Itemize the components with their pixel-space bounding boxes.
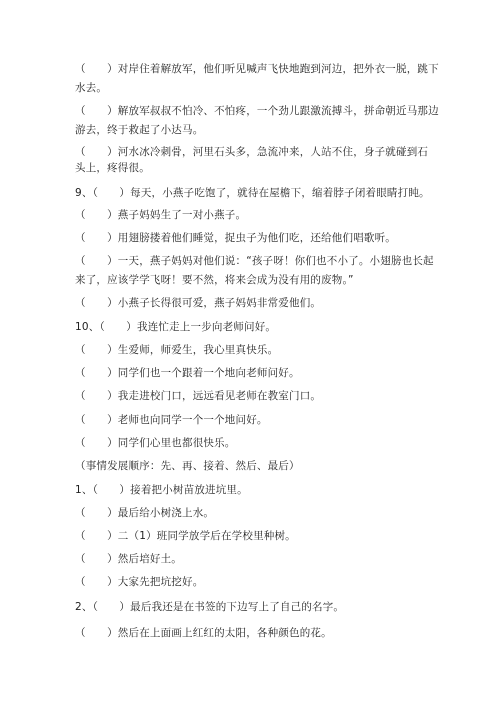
text-line: （ ）对岸住着解放军，他们听见喊声飞快地跑到河边，把外衣一脱，跳下: [75, 63, 439, 75]
text-line: （ ）老师也向同学一个一个地问好。: [75, 414, 268, 426]
text-line: 水去。: [75, 82, 108, 94]
text-line: 9、（ ）每天，小燕子吃饱了，就待在屋檐下，缩着脖子闭着眼睛打盹。: [75, 187, 430, 199]
text-line: （ ）生爱师，师爱生，我心里真快乐。: [75, 344, 279, 356]
text-line: 1、（ ）接着把小树苗放进坑里。: [75, 484, 248, 496]
text-line: （ ）燕子妈妈生了一对小燕子。: [75, 209, 247, 221]
text-line: （ ）小燕子长得很可爱，燕子妈妈非常爱他们。: [75, 297, 322, 309]
text-line: 游去，终于救起了小达马。: [75, 124, 204, 136]
text-line: （ ）然后在上面画上红红的太阳，各种颜色的花。: [75, 627, 332, 639]
text-line: （ ）同学们心里也都很快乐。: [75, 437, 236, 449]
text-line: 来了，应该学学飞呀！要不然，将来会成为没有用的废物。”: [75, 274, 354, 286]
text-line: （ ）最后给小树浇上水。: [75, 507, 215, 519]
text-line: （事情发展顺序：先、再、接着、然后、最后）: [75, 460, 300, 472]
text-line: 10、（ ）我连忙走上一步向老师问好。: [75, 321, 277, 333]
text-line: （ ）用翅膀搂着他们睡觉，捉虫子为他们吃，还给他们唱歌听。: [75, 232, 396, 244]
text-line: （ ）解放军叔叔不怕冷、不怕疼，一个劲儿跟激流搏斗，拼命朝近马那边: [75, 105, 439, 117]
text-line: （ ）河水冰冷刺骨，河里石头多，急流冲来，人站不住，身子就碰到石头上，疼得很。: [75, 146, 429, 174]
text-line: （ ）一天，燕子妈妈对他们说：“孩子呀！你们也不小了。小翅膀也长起: [75, 255, 434, 267]
text-line: 2、（ ）最后我还是在书签的下边写上了自己的名字。: [75, 601, 345, 613]
text-line: （ ）我走进校门口，远远看见老师在教室门口。: [75, 390, 322, 402]
text-line: （ ）同学们也一个跟着一个地向老师问好。: [75, 367, 300, 379]
text-line: （ ）二（1）班同学放学后在学校里种树。: [75, 530, 296, 542]
text-line: （ ）然后培好土。: [75, 553, 182, 565]
text-line: （ ）大家先把坑挖好。: [75, 576, 204, 588]
